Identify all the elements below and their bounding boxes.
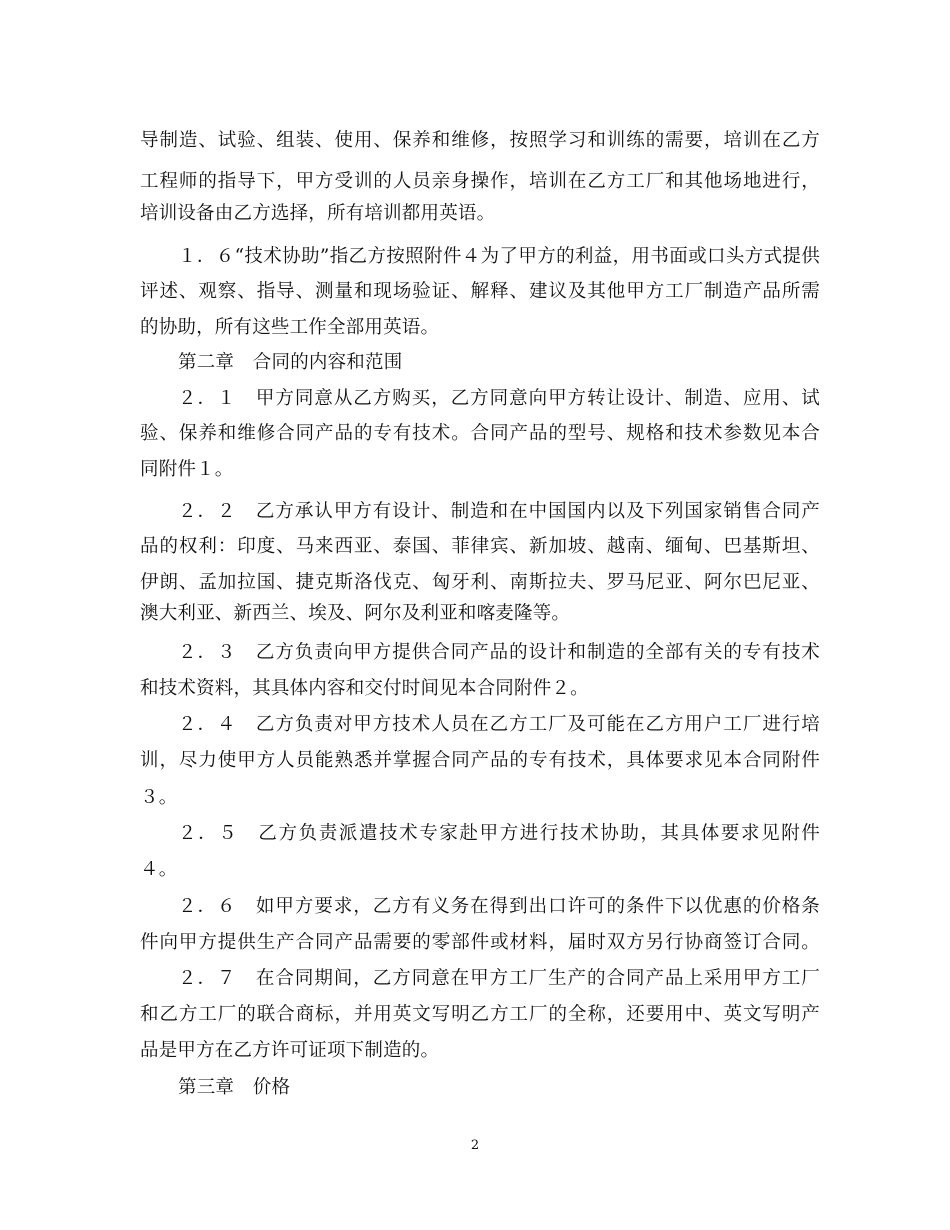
body-line: 和技术资料，其具体内容和交付时间见本合同附件２。 (140, 678, 589, 699)
body-line: １．６“技术协助”指乙方按照附件４为了甲方的利益，用书面或口头方式提供 (178, 246, 820, 267)
body-line: ２．２ 乙方承认甲方有设计、制造和在中国国内以及下列国家销售合同产 (178, 501, 820, 522)
page-number: 2 (470, 1138, 480, 1153)
body-line: ２．５ 乙方负责派遣技术专家赴甲方进行技术协助，其具体要求见附件 (178, 823, 820, 844)
body-line: 验、保养和维修合同产品的专有技术。合同产品的型号、规格和技术参数见本合 (140, 423, 820, 444)
body-line: 品的权利：印度、马来西亚、泰国、菲律宾、新加坡、越南、缅甸、巴基斯坦、 (140, 536, 820, 557)
body-line: ２．１ 甲方同意从乙方购买，乙方同意向甲方转让设计、制造、应用、试 (178, 388, 820, 409)
body-line: 评述、观察、指导、测量和现场验证、解释、建议及其他甲方工厂制造产品所需 (140, 281, 820, 302)
body-line: ２．４ 乙方负责对甲方技术人员在乙方工厂及可能在乙方用户工厂进行培 (178, 714, 820, 735)
chapter-heading: 第三章 价格 (178, 1077, 291, 1098)
body-line: 件向甲方提供生产合同产品需要的零部件或材料，届时双方另行协商签订合同。 (140, 932, 820, 953)
body-line: 品是甲方在乙方许可证项下制造的。 (140, 1040, 440, 1061)
body-line: 的协助，所有这些工作全部用英语。 (140, 317, 440, 338)
body-line: ２．７ 在合同期间，乙方同意在甲方工厂生产的合同产品上采用甲方工厂 (178, 968, 820, 989)
body-line: 工程师的指导下，甲方受训的人员亲身操作，培训在乙方工厂和其他场地进行， (140, 171, 820, 192)
chapter-heading: 第二章 合同的内容和范围 (178, 352, 403, 373)
body-line: ２．６ 如甲方要求，乙方有义务在得到出口许可的条件下以优惠的价格条 (178, 896, 820, 917)
body-line: ２．３ 乙方负责向甲方提供合同产品的设计和制造的全部有关的专有技术 (178, 642, 820, 663)
body-line: 伊朗、孟加拉国、捷克斯洛伐克、匈牙利、南斯拉夫、罗马尼亚、阿尔巴尼亚、 (140, 572, 820, 593)
body-line: 同附件１。 (140, 459, 234, 480)
body-line: 和乙方工厂的联合商标，并用英文写明乙方工厂的全称，还要用中、英文写明产 (140, 1004, 820, 1025)
body-line: 训，尽力使甲方人员能熟悉并掌握合同产品的专有技术，具体要求见本合同附件 (140, 750, 820, 771)
body-line: 导制造、试验、组装、使用、保养和维修，按照学习和训练的需要，培训在乙方 (140, 130, 820, 151)
body-line: ３。 (140, 787, 178, 808)
body-line: 培训设备由乙方选择，所有培训都用英语。 (140, 203, 496, 224)
body-line: 澳大利亚、新西兰、埃及、阿尔及利亚和喀麦隆等。 (140, 603, 571, 624)
body-line: ４。 (140, 859, 178, 880)
